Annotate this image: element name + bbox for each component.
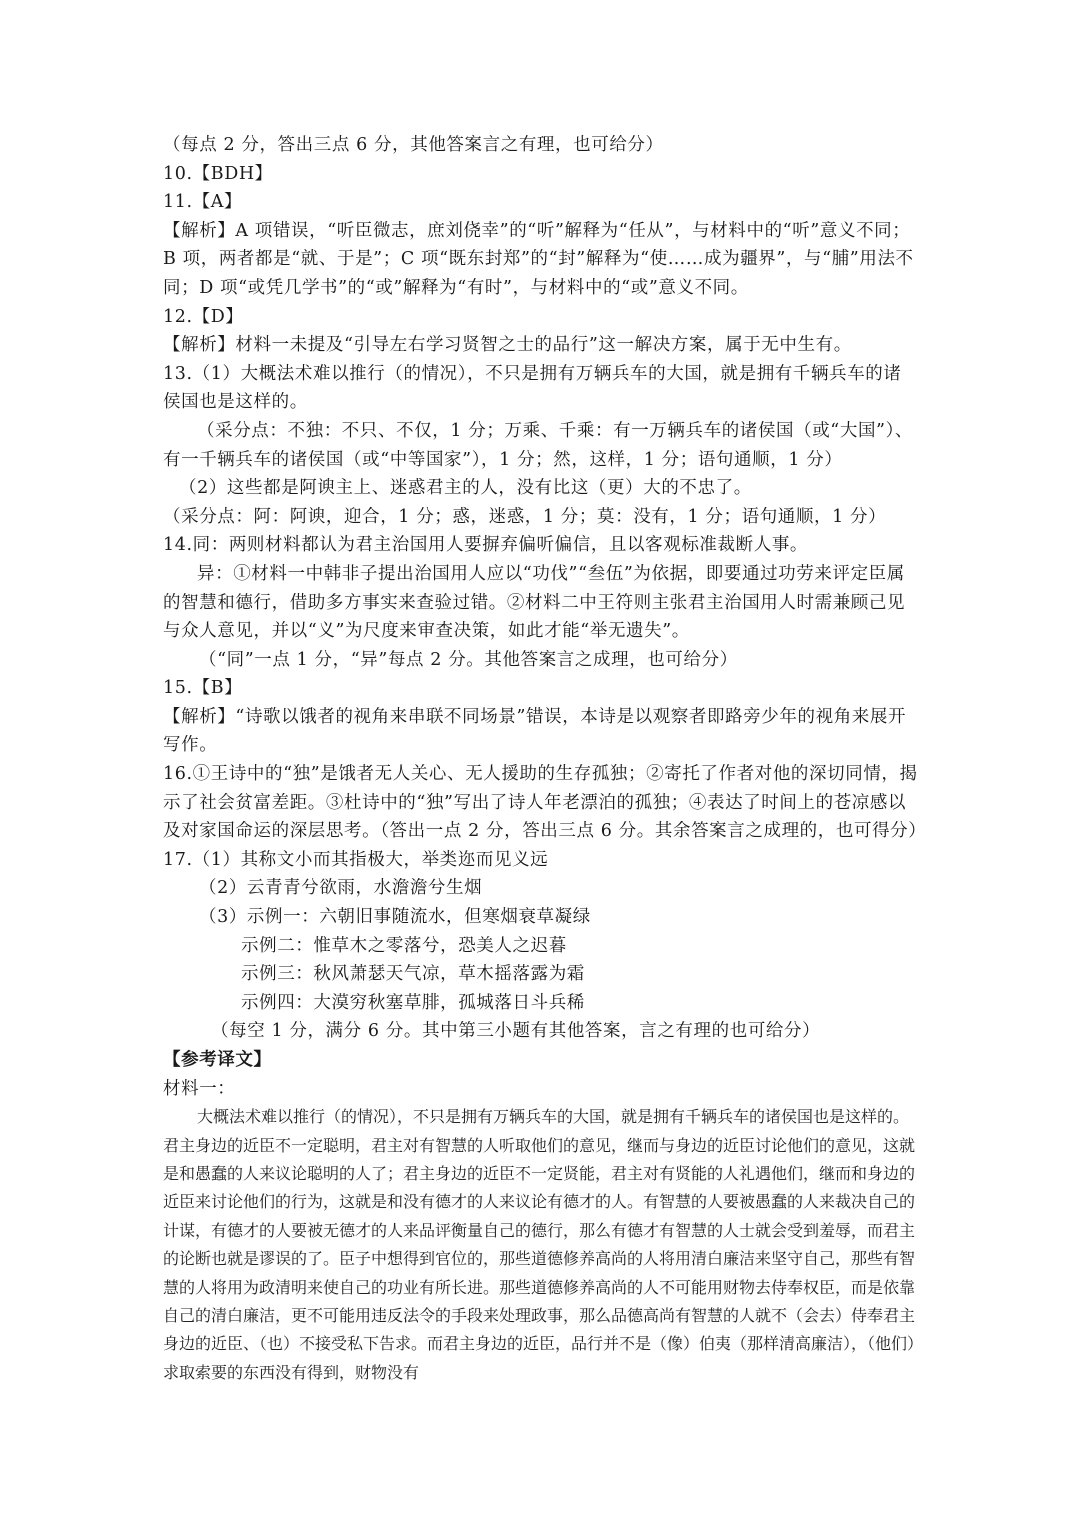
explanation-12: 【解析】材料一未提及“引导左右学习贤智之士的品行”这一解决方案，属于无中生有。 (163, 335, 852, 356)
answer-17-1: 17.（1）其称文小而其指极大，举类迩而见义远 (163, 849, 549, 870)
example-3: 示例三：秋风萧瑟天气凉，草木摇落露为霜 (241, 964, 585, 985)
material-1-label: 材料一： (163, 1078, 236, 1099)
answer-16: 16.①王诗中的“独”是饿者无人关心、无人援助的生存孤独；②寄托了作者对他的深切同情，揭示了社会贫富差距。③杜诗中的“独”写出了诗人年老漂泊的孤独；④表达了时间上的苍凉感以及对家国命运的深层思考。（答出一点 2 分，答出三点 6 分。其余答案言之成理的，也可得分） (163, 764, 927, 842)
reference-translation-title: 【参考译文】 (163, 1050, 272, 1070)
scoring-13-2: （采分点：阿：阿谀，迎合，1 分；惑，迷惑，1 分；莫：没有，1 分；语句通顺，1 分） (163, 506, 887, 527)
example-4: 示例四：大漠穷秋塞草腓，孤城落日斗兵稀 (241, 992, 585, 1013)
answer-12: 12.【D】 (163, 306, 244, 327)
answer-17-3: （3）示例一：六朝旧事随流水，但寒烟衰草凝绿 (199, 907, 591, 928)
scoring-14: （“同”一点 1 分，“异”每点 2 分。其他答案言之成理，也可给分） (199, 649, 738, 670)
scoring-17: （每空 1 分，满分 6 分。其中第三小题有其他答案，言之有理的也可给分） (211, 1021, 821, 1042)
answer-content (163, 131, 927, 1387)
answer-17-2: （2）云青青兮欲雨，水澹澹兮生烟 (199, 878, 483, 899)
scoring-13-1: （采分点：不独：不只、不仅，1 分；万乘、千乘：有一万辆兵车的诸侯国（或“大国”）、有一千辆兵车的诸侯国（或“中等国家”），1 分；然，这样，1 分；语句通顺，1 分） (163, 420, 914, 470)
example-2: 示例二：惟草木之零落兮，恐美人之迟暮 (241, 935, 567, 956)
answer-15: 15.【B】 (163, 678, 243, 699)
explanation-11: 【解析】A 项错误，“听臣微志，庶刘侥幸”的“听”解释为“任从”，与材料中的“听”意义不同；B 项，两者都是“就、于是”；C 项“既东封郑”的“封”解释为“使……成为疆界”，与“脯”用法不同；D 项“或凭几学书”的“或”解释为“有时”，与材料中的“或”意义不同。 (163, 220, 914, 298)
answer-13-2: （2）这些都是阿谀主上、迷惑君主的人，没有比这（更）大的不忠了。 (179, 478, 752, 499)
answer-14-same: 14.同：两则材料都认为君主治国用人要摒弃偏听偏信，且以客观标准裁断人事。 (163, 535, 809, 556)
answer-13-1: 13.（1）大概法术难以推行（的情况），不只是拥有万辆兵车的大国，就是拥有千辆兵车的诸侯国也是这样的。 (163, 363, 902, 413)
explanation-15: 【解析】“诗歌以饿者的视角来串联不同场景”错误，本诗是以观察者即路旁少年的视角来展开写作。 (163, 706, 907, 756)
material-1-translation: 大概法术难以推行（的情况），不只是拥有万辆兵车的大国，就是拥有千辆兵车的诸侯国也是这样的。君主身边的近臣不一定聪明，君主对有智慧的人听取他们的意见，继而与身边的近臣讨论他们的意见，这就是和愚蠢的人来议论聪明的人了；君主身边的近臣不一定贤能，君主对有贤能的人礼遇他们，继而和身边的近臣来讨论他们的行为，这就是和没有德才的人来议论有德才的人。有智慧的人要被愚蠢的人来裁决自己的计谋，有德才的人要被无德才的人来品评衡量自己的德行，那么有德才有智慧的人士就会受到羞辱，而君主的论断也就是谬误的了。臣子中想得到官位的，那些道德修养高尚的人将用清白廉洁来坚守自己，那些有智慧的人将用为政清明来使自己的功业有所长进。那些道德修养高尚的人不可能用财物去侍奉权臣，而是依靠自己的清白廉洁，更不可能用违反法令的手段来处理政事，那么品德高尚有智慧的人就不（会去）侍奉君主身边的近臣、（也）不接受私下告求。而君主身边的近臣，品行并不是（像）伯夷（那样清高廉洁），（他们）求取索要的东西没有得到，财物没有 (163, 1107, 916, 1382)
answer-10: 10.【BDH】 (163, 163, 273, 184)
scoring-note: （每点 2 分，答出三点 6 分，其他答案言之有理，也可给分） (163, 135, 664, 155)
answer-14-diff: 异：①材料一中韩非子提出治国用人应以“功伐”“叁伍”为依据，即要通过功劳来评定臣属的智慧和德行，借助多方事实来查验过错。②材料二中王符则主张君主治国用人时需兼顾己见与众人意见，并以“义”为尺度来审查决策，如此才能“举无遗失”。 (163, 563, 906, 642)
answer-11: 11.【A】 (163, 192, 243, 213)
